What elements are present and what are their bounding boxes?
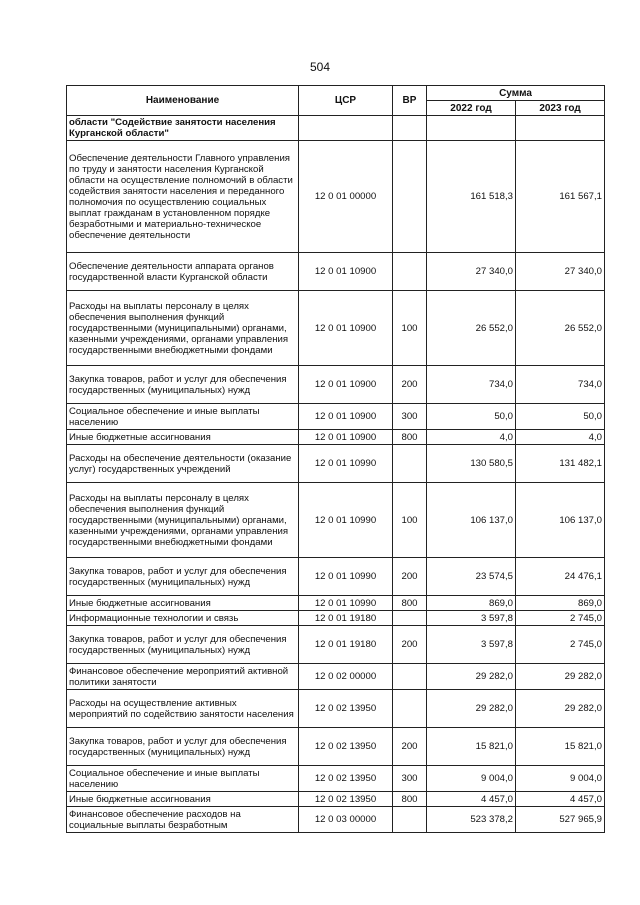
row-vr: [393, 116, 427, 141]
row-sum-2023: 50,0: [516, 404, 605, 430]
row-csr: 12 0 01 19180: [299, 611, 393, 626]
row-sum-2022: [427, 116, 516, 141]
row-sum-2022: 15 821,0: [427, 728, 516, 766]
row-csr: 12 0 01 10900: [299, 291, 393, 366]
row-name: Обеспечение деятельности аппарата органов государственной власти Курганской области: [67, 253, 299, 291]
table-header: [67, 86, 605, 116]
row-csr: 12 0 03 00000: [299, 807, 393, 833]
row-vr: [393, 141, 427, 253]
row-csr: 12 0 02 13950: [299, 690, 393, 728]
row-csr: 12 0 02 00000: [299, 664, 393, 690]
row-sum-2022: 523 378,2: [427, 807, 516, 833]
row-sum-2023: 4,0: [516, 430, 605, 445]
row-name: Иные бюджетные ассигнования: [67, 596, 299, 611]
row-csr: 12 0 02 13950: [299, 728, 393, 766]
row-csr: 12 0 02 13950: [299, 766, 393, 792]
header-year-2022: 2022 год: [427, 101, 516, 116]
row-sum-2023: 9 004,0: [516, 766, 605, 792]
row-sum-2022: 50,0: [427, 404, 516, 430]
header-vr: ВР: [393, 86, 427, 116]
row-sum-2023: 24 476,1: [516, 558, 605, 596]
row-name: области "Содействие занятости населения Курганской области": [67, 116, 299, 141]
table-row: [67, 690, 605, 728]
row-vr: [393, 690, 427, 728]
table-row: [67, 430, 605, 445]
row-sum-2022: 29 282,0: [427, 664, 516, 690]
row-sum-2023: 2 745,0: [516, 626, 605, 664]
table-row: [67, 116, 605, 141]
row-name: Расходы на выплаты персоналу в целях обеспечения выполнения функций государственными (муниципальными) органами, казенными учреждениями, органами управления государственными внебюджетными фондами: [67, 291, 299, 366]
row-csr: 12 0 01 19180: [299, 626, 393, 664]
row-csr: 12 0 01 10990: [299, 483, 393, 558]
table-row: [67, 807, 605, 833]
row-name: Обеспечение деятельности Главного управления по труду и занятости населения Курганской области на осуществление полномочий в области содействия занятости населения и переданного полномочия по осуществлению социальных выплат гражданам в установленном порядке безработными и материально-техническое обеспечение деятельности: [67, 141, 299, 253]
row-sum-2022: 106 137,0: [427, 483, 516, 558]
row-csr: 12 0 01 10900: [299, 366, 393, 404]
row-name: Информационные технологии и связь: [67, 611, 299, 626]
table-row: [67, 611, 605, 626]
row-sum-2023: 29 282,0: [516, 690, 605, 728]
row-sum-2023: 26 552,0: [516, 291, 605, 366]
row-vr: 800: [393, 596, 427, 611]
row-csr: 12 0 01 00000: [299, 141, 393, 253]
row-vr: 200: [393, 558, 427, 596]
row-vr: [393, 253, 427, 291]
table-row: [67, 728, 605, 766]
row-vr: 800: [393, 430, 427, 445]
row-name: Расходы на обеспечение деятельности (оказание услуг) государственных учреждений: [67, 445, 299, 483]
row-sum-2023: 15 821,0: [516, 728, 605, 766]
header-csr: ЦСР: [299, 86, 393, 116]
row-name: Расходы на осуществление активных мероприятий по содействию занятости населения: [67, 690, 299, 728]
row-sum-2022: 3 597,8: [427, 626, 516, 664]
row-sum-2022: 27 340,0: [427, 253, 516, 291]
row-vr: [393, 445, 427, 483]
row-vr: [393, 807, 427, 833]
row-vr: 100: [393, 483, 427, 558]
table-row: [67, 253, 605, 291]
row-sum-2022: 29 282,0: [427, 690, 516, 728]
table-row: [67, 366, 605, 404]
row-sum-2023: 131 482,1: [516, 445, 605, 483]
row-sum-2022: 3 597,8: [427, 611, 516, 626]
row-name: Социальное обеспечение и иные выплаты населению: [67, 766, 299, 792]
row-csr: [299, 116, 393, 141]
row-sum-2023: 869,0: [516, 596, 605, 611]
row-csr: 12 0 02 13950: [299, 792, 393, 807]
row-sum-2023: [516, 116, 605, 141]
row-sum-2023: 106 137,0: [516, 483, 605, 558]
row-sum-2022: 869,0: [427, 596, 516, 611]
row-vr: 300: [393, 404, 427, 430]
row-sum-2022: 26 552,0: [427, 291, 516, 366]
row-name: Закупка товаров, работ и услуг для обеспечения государственных (муниципальных) нужд: [67, 558, 299, 596]
page-number: 504: [309, 60, 331, 74]
row-vr: 200: [393, 366, 427, 404]
row-sum-2023: 4 457,0: [516, 792, 605, 807]
row-sum-2023: 27 340,0: [516, 253, 605, 291]
row-vr: 800: [393, 792, 427, 807]
row-name: Закупка товаров, работ и услуг для обеспечения государственных (муниципальных) нужд: [67, 626, 299, 664]
row-name: Финансовое обеспечение мероприятий активной политики занятости: [67, 664, 299, 690]
row-sum-2023: 29 282,0: [516, 664, 605, 690]
row-vr: [393, 664, 427, 690]
row-sum-2022: 4,0: [427, 430, 516, 445]
row-csr: 12 0 01 10900: [299, 253, 393, 291]
table-row: [67, 291, 605, 366]
row-sum-2022: 4 457,0: [427, 792, 516, 807]
row-sum-2022: 161 518,3: [427, 141, 516, 253]
budget-table: [66, 85, 605, 833]
table-row: [67, 558, 605, 596]
row-name: Иные бюджетные ассигнования: [67, 430, 299, 445]
row-csr: 12 0 01 10900: [299, 404, 393, 430]
table-row: [67, 766, 605, 792]
row-sum-2023: 734,0: [516, 366, 605, 404]
row-sum-2022: 130 580,5: [427, 445, 516, 483]
header-year-2023: 2023 год: [516, 101, 605, 116]
row-vr: 200: [393, 728, 427, 766]
row-vr: 300: [393, 766, 427, 792]
table-row: [67, 664, 605, 690]
row-name: Иные бюджетные ассигнования: [67, 792, 299, 807]
table-row: [67, 445, 605, 483]
row-name: Расходы на выплаты персоналу в целях обеспечения выполнения функций государственными (муниципальными) органами, казенными учреждениями, органами управления государственными внебюджетными фондами: [67, 483, 299, 558]
table-row: [67, 596, 605, 611]
row-vr: 100: [393, 291, 427, 366]
row-sum-2023: 161 567,1: [516, 141, 605, 253]
row-vr: [393, 611, 427, 626]
row-csr: 12 0 01 10990: [299, 596, 393, 611]
row-csr: 12 0 01 10990: [299, 558, 393, 596]
table-row: [67, 792, 605, 807]
row-csr: 12 0 01 10900: [299, 430, 393, 445]
row-sum-2022: 9 004,0: [427, 766, 516, 792]
table-body: [67, 116, 605, 833]
header-name: Наименование: [67, 86, 299, 116]
table-row: [67, 626, 605, 664]
header-sum: Сумма: [427, 86, 605, 101]
row-vr: 200: [393, 626, 427, 664]
table-row: [67, 404, 605, 430]
row-sum-2022: 734,0: [427, 366, 516, 404]
row-sum-2023: 527 965,9: [516, 807, 605, 833]
row-csr: 12 0 01 10990: [299, 445, 393, 483]
table-row: [67, 483, 605, 558]
table-row: [67, 141, 605, 253]
row-name: Закупка товаров, работ и услуг для обеспечения государственных (муниципальных) нужд: [67, 366, 299, 404]
row-sum-2023: 2 745,0: [516, 611, 605, 626]
row-name: Закупка товаров, работ и услуг для обеспечения государственных (муниципальных) нужд: [67, 728, 299, 766]
row-sum-2022: 23 574,5: [427, 558, 516, 596]
row-name: Финансовое обеспечение расходов на социальные выплаты безработным: [67, 807, 299, 833]
row-name: Социальное обеспечение и иные выплаты населению: [67, 404, 299, 430]
